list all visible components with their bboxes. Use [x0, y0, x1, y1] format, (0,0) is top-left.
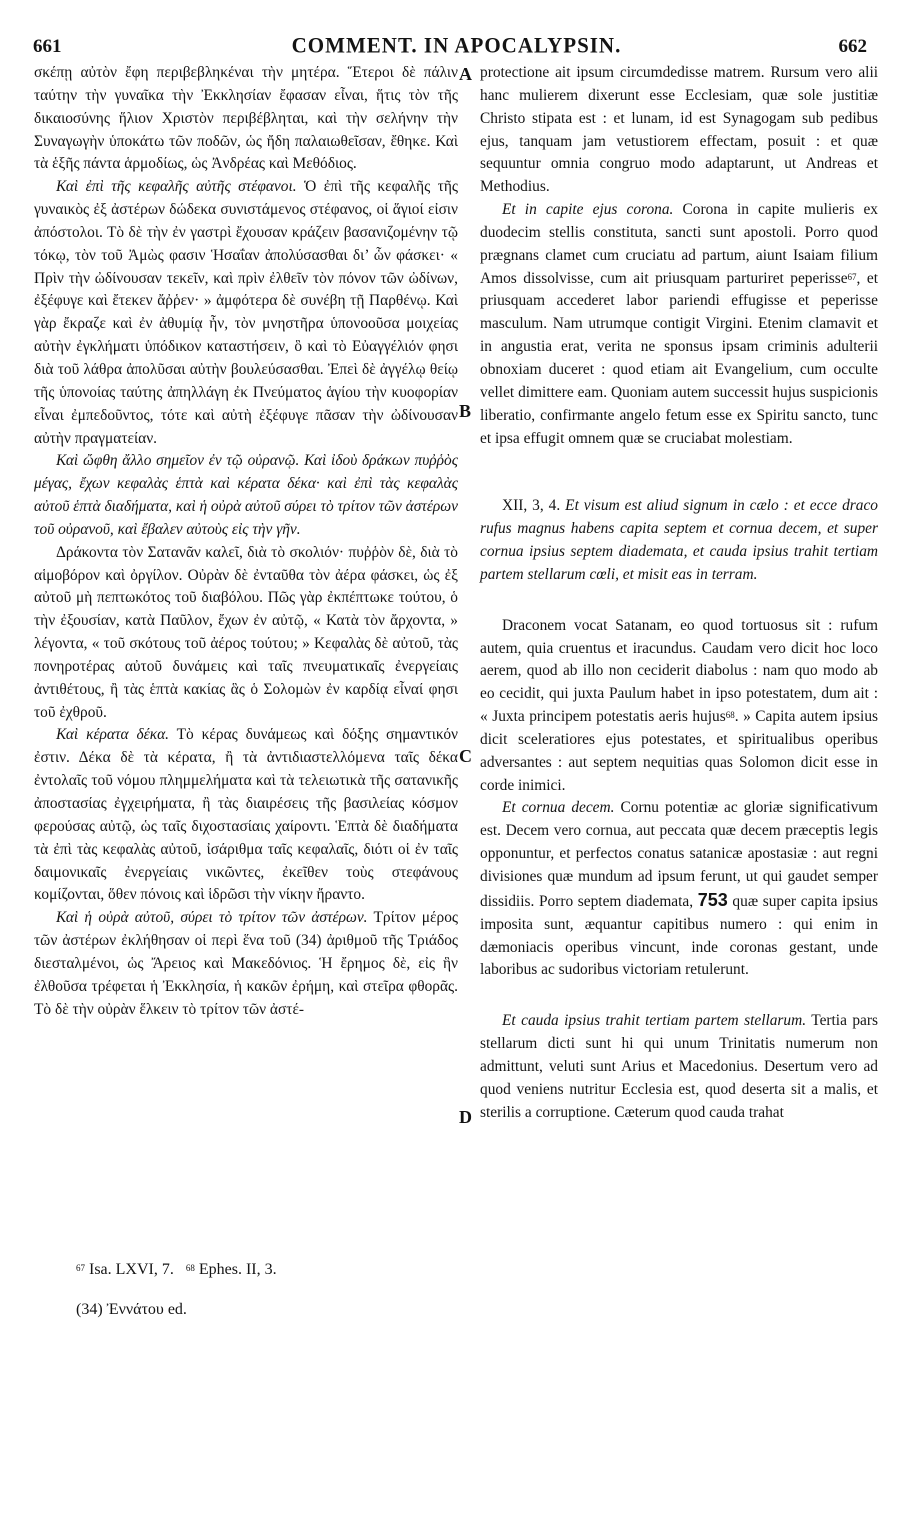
latin-lemma-2: Et in capite ejus corona. [502, 201, 674, 219]
greek-lemma-6: Καὶ ἡ οὐρὰ αὐτοῦ, σύρει τὸ τρίτον τῶν ἀστέρων. [56, 909, 368, 927]
footnotes [76, 1250, 456, 1330]
footnote-number-67: 67 [76, 1263, 85, 1273]
greek-paragraph-6 [34, 907, 458, 1021]
latin-chapter-ref: XII, 3, 4. [502, 497, 561, 515]
latin-text-6: Tertia pars stellarum dicti sunt hi qui unum Trinitatis numerum non admittunt, veluti sunt Arius et Macedonius. Desertum vero ad quod veniens nutritur Ecclesia est, quod deserta sit a malis, et sterilis a corruptione. Cæterum quod cauda trahat [480, 1012, 878, 1121]
greek-text-2: Ὁ ἐπὶ τῆς κεφαλῆς τῆς γυναικὸς ἐξ ἀστέρων δώδεκα συνιστάμενος στέφανος, οἱ ἅγιοί εἰσιν ἀπόστολοι. Τὸ δὲ τὴν ἐν γαστρὶ ἔχουσαν κράζειν βασανιζομένην τῷ τόκῳ, τὸν τοῦ Ἀμὼς φασιν Ἡσαΐαν ἀπολύσασθαι δι’ ὧν φάσκει· « Πρὶν τὴν ὠδίνουσαν τεκεῖν, καὶ πρὶν ἐλθεῖν τὸν πόνον τῶν ὠδίνων, ἐξέφυγε καὶ ἔτεκεν ἄῤῥεν· » ἀμφότερα δὲ συνέβη τῇ Παρθένῳ. Καὶ γὰρ ἔκραζε καὶ ἐν ἀθυμίᾳ ἦν, τὸν μνηστῆρα ὑπονοοῦσα μοιχείας αὐτὴν ἐγκλήματι ὑπόδικον καταστήσειν, ὃ καὶ τὸ Εὐαγγέλιόν φησι διὰ τοῦ λάθρα ἀπολῦσαι αὐτὴν βουλεύσασθαι. Ἐπεὶ δὲ ἀγγέλῳ θείῳ τῆς ὑπονοίας ταύτης ἀπηλλάγη ἐκ Πνεύματος ἁγίου τὴν κυοφορίαν εἶναι ἐμπεδοῦντος, τότε καὶ αὐτὴ ἐξέφυγε πᾶσαν τὴν ὠδίνουσαν αὐτὴν πραγματείαν. [34, 178, 458, 447]
latin-paragraph-1: protectione ait ipsum circumdedisse matrem. Rursum vero alii hanc mulierem dixerunt esse Ecclesiam, quæ sole justitiæ Christo stipata est : et lunam, id est Synagogam sub pedibus ejus, tanquam jam vetustiorem effectam, posuit : et quæ sequuntur omnia congruo modo adaptarunt, ut Andreas et Methodius. [480, 64, 878, 196]
latin-text-5a: Cornu potentiæ ac gloriæ significativum est. Decem vero cornua, aut peccata quæ decem præceptis legis opponuntur, et perfectos conatus satanicæ apostasiæ : aut regni divisiones quæ mundum ad ipsum ferunt, ut qui gaudet semper dissidiis. Porro septem diademata, [480, 799, 878, 910]
spacer [480, 982, 878, 1010]
greek-paragraph-1: σκέπῃ αὐτὸν ἔφη περιβεβληκέναι τὴν μητέρα. Ἕτεροι δὲ πάλιν ταύτην τὴν γυναῖκα τὴν Ἐκκλησίαν ἔφασαν εἶναι, ἥτις τὸν τῆς δικαιοσύνης ἥλιον Χριστὸν περιβέβληται, καὶ τὴν σελήνην τὴν Συναγωγὴν ὑποκάτω τῶν ποδῶν, ὡς ἤδη παλαιωθεῖσαν, ἔθηκε. Καὶ τὰ ἑξῆς πάντα ἁρμοδίως, ὡς Ἀνδρέας καὶ Μεθόδιος. [34, 64, 458, 173]
latin-text-2b: , et priusquam accederet labor pariendi effugisse et peperisse masculum. Nam utrumque contigit Virgini. Etenim clamavit et in angustia erat, verita ne sponsus ipsam criminis adulterii obnoxiam duceret : quod etiam ait Evangelium, cum occulte vellet dimittere eam. Quoniam autem successit hujus suspicionis liberatio, confirmante angelo fetum esse ex Spiritu sancto, tunc et ipsa effugit omnem quæ se cruciabat molestiam. [480, 269, 878, 447]
margin-letter-c: C [459, 746, 472, 766]
latin-paragraph-3 [480, 495, 878, 586]
footnote-ref-67: 67 [847, 271, 857, 282]
column-number-inline: 753 [697, 889, 728, 910]
latin-text-5b: quæ super capita ipsius imposita sunt, æquantur capitibus numero : qui enim in dæmoniacis operibus vincunt, inde coronas gestant, unde laboribus ac sudoribus victoriam retulerunt. [480, 892, 878, 979]
latin-lemma-6: Et cauda ipsius trahit tertiam partem stellarum. [502, 1012, 807, 1030]
footnote-ref-68: 68 [725, 710, 735, 721]
latin-paragraph-6 [480, 1010, 878, 1124]
greek-text-5: Τὸ κέρας δυνάμεως καὶ δόξης σημαντικόν ἐστιν. Δέκα δὲ τὰ κέρατα, ἢ τὰ ἀντιδιαστελλόμενα ταῖς δέκα ἐντολαῖς τοῦ νόμου πλημμελήματα καὶ τὰ τελειωτικὰ τῆς σατανικῆς ἀποστασίας ἐγχειρήματα, ἢ τὰς διαιρέσεις τῆς βασιλείας κόσμον φερούσας αὐτῷ, ὡς ταῖς διχοστασίαις χαίροντι. Ἑπτὰ δὲ διαδήματα τὰ ἐπὶ τὰς κεφαλὰς αὐτοῦ, ἰσάριθμα ταῖς κεφαλαῖς, διότι οἱ ἐν ταῖς δαιμονικαῖς ἐνεργείαις νικῶντες, ἐκεῖθεν τοὺς στεφάνους κομίζονται, ὅθεν πόνοις καὶ ἱδρῶσι τὴν νίκην ἤραντο. [34, 726, 458, 904]
greek-text-6: Τρίτον μέρος τῶν ἀστέρων ἐκλήθησαν οἱ περὶ ἕνα τοῦ (34) ἀριθμοῦ τῆς Τριάδος διεσταλμένοι, ὡς Ἄρειος καὶ Μακεδόνιος. Ἡ ἔρημος δὲ, εἰς ἣν ἐλθοῦσα τρέφεται ἡ Ἐκκλησία, ἡ κακῶν ἐρήμη, καὶ στεῖρα φθορᾶς. Τὸ δὲ τὴν οὐρὰν ἕλκειν τὸ τρίτον τῶν ἀστέ- [34, 909, 458, 1018]
footnote-line [76, 1250, 456, 1290]
greek-column [34, 62, 458, 1021]
greek-lemma-2: Καὶ ἐπὶ τῆς κεφαλῆς αὐτῆς στέφανοι. [56, 178, 297, 196]
latin-column [480, 62, 878, 1124]
greek-lemma-5: Καὶ κέρατα δέκα. [56, 726, 170, 744]
margin-letter-a: A [459, 64, 472, 84]
page-header [0, 0, 913, 62]
latin-paragraph-5 [480, 797, 878, 982]
page-number-left: 661 [33, 36, 62, 57]
latin-text-4a: Draconem vocat Satanam, eo quod tortuosus sit : rufum autem, quia cruentus et iracundus. Caudam vero dicit hoc loco aerem, quod ab illo non ceciderit diabolus : nam quo modo ab eo cecidit, qui juxta Paulum habet in ipso potestatem, dum ait : « Juxta principem potestatis aeris hujus [480, 616, 878, 726]
running-title: COMMENT. IN APOCALYPSIN. [291, 32, 622, 58]
greek-lemma-3: Καὶ ὤφθη ἄλλο σημεῖον ἐν τῷ οὐρανῷ. Καὶ ἰδοὺ δράκων πυῤῥὸς μέγας, ἔχων κεφαλὰς ἑπτὰ καὶ κέρατα δέκα· καὶ ἐπὶ τὰς κεφαλὰς αὐτοῦ ἑπτὰ διαδήματα, καὶ ἡ οὐρὰ αὐτοῦ σύρει τὸ τρίτον τῶν ἀστέρων τοῦ οὐρανοῦ, καὶ ἔβαλεν αὐτοὺς εἰς τὴν γῆν. [34, 452, 458, 538]
greek-paragraph-5 [34, 724, 458, 907]
latin-lemma-5: Et cornua decem. [502, 799, 615, 817]
spacer [480, 587, 878, 615]
latin-lemma-3: Et visum est aliud signum in cælo : et ecce draco rufus magnus habens capita septem et cornua decem, et super cornua ipsius septem diademata, et cauda ipsius trahit tertiam partem stellarum cœli, et misit eas in terram. [480, 497, 878, 583]
latin-text-2a: Corona in capite mulieris ex duodecim stellis constituta, sancti sunt apostoli. Porro quod prægnans clamet cum cruciatu ad partum, aiunt Isaiam filium Amos dissolvisse, cum ait priusquam parturiret peperisse [480, 201, 878, 287]
footnote-number-68: 68 [185, 1263, 195, 1273]
latin-paragraph-2 [480, 199, 878, 450]
latin-text-4b: . » Capita autem ipsius dicit sceleratiores ejus potestates, et spiritualibus operibus adversantes : aut septem nequitias quas Solomon dicit esse in corde inimici. [480, 708, 879, 794]
footnote-34: (34) Ἐννάτου ed. [76, 1301, 187, 1318]
margin-letter-d: D [459, 1107, 472, 1127]
spacer [480, 450, 878, 495]
margin-letter-b: B [459, 401, 472, 421]
greek-paragraph-4: Δράκοντα τὸν Σατανᾶν καλεῖ, διὰ τὸ σκολιόν· πυῤῥὸν δὲ, διὰ τὸ αἱμοβόρον καὶ ὀργίλον. Οὐρὰν δὲ ἐνταῦθα τὸν ἀέρα φάσκει, ὡς ἐξ αὐτοῦ μὴ πεπτωκότος τοῦ διαβόλου. Πῶς γὰρ ἐκπέπτωκε τούτου, ὁ τὴν ἐξουσίαν, κατὰ Παῦλον, ἔχων ἐν αὐτῷ, « Κατὰ τὸν ἄρχοντα, » λέγοντα, « τοῦ σκότους τοῦ ἀέρος τούτου; » Κεφαλὰς δὲ αὐτοῦ, τὰς πονηροτέρας αὐτοῦ δυνάμεις καὶ ταῖς πνευματικαῖς ἐνεργείαις ἀντιθέτους, ἢ τὰς ἑπτὰ κακίας ἃς ὁ Σολομὼν ἐν καρδίᾳ εἶναί φησι τοῦ ἐχθροῦ. [34, 543, 458, 721]
latin-paragraph-4 [480, 615, 878, 798]
greek-paragraph-2 [34, 176, 458, 450]
footnote-67: Isa. LXVI, 7. [89, 1261, 174, 1278]
page-number-right: 662 [838, 36, 867, 57]
footnote-68: Ephes. II, 3. [198, 1261, 277, 1278]
